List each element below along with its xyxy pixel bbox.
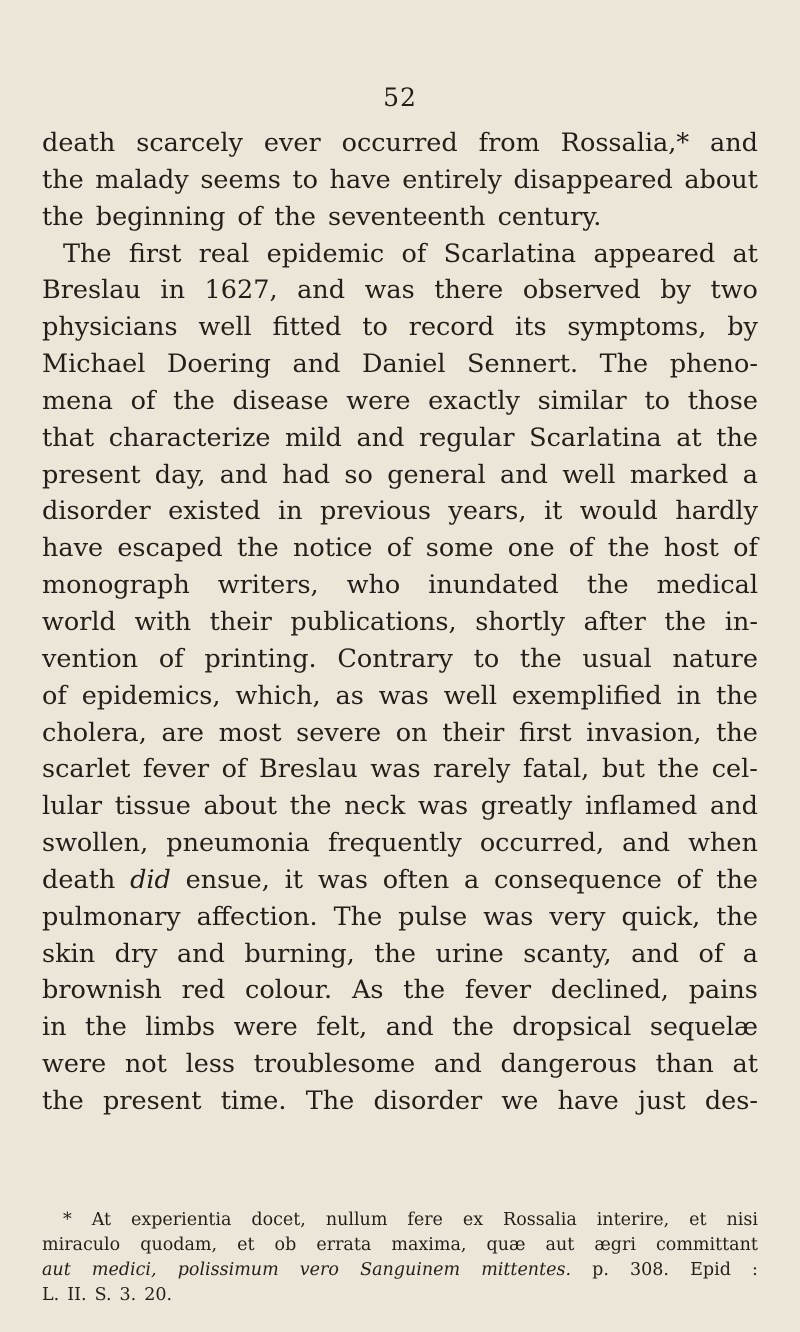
footnote-word: maxima, <box>391 1235 467 1255</box>
body-text-word: similar <box>537 385 627 416</box>
body-text-line <box>42 751 758 788</box>
body-text-word: dropsical <box>512 1012 632 1043</box>
body-text-word: was <box>483 901 534 932</box>
body-text-word: the <box>716 680 758 711</box>
body-text-word: The <box>599 349 649 380</box>
body-text-word: by <box>727 312 758 343</box>
body-text-word: in <box>42 1012 67 1043</box>
body-text-word: did <box>130 864 171 895</box>
body-text-word: less <box>185 1049 235 1080</box>
body-text-word: colour. <box>245 975 333 1006</box>
body-text-word: some <box>425 533 494 564</box>
body-text-word: The <box>333 901 383 932</box>
body-text-word: physicians <box>42 312 178 343</box>
body-text-word: fatal, <box>522 754 590 785</box>
body-text-word: world <box>42 606 116 637</box>
body-text-line <box>42 530 758 567</box>
footnote-word: 308. <box>630 1260 669 1280</box>
footnote-word: fere <box>407 1210 443 1230</box>
body-text-word: notice <box>292 533 373 564</box>
body-text-word: occurred, <box>479 828 605 859</box>
body-text-word: Daniel <box>362 349 446 380</box>
footnote-word: interire, <box>596 1210 670 1230</box>
body-text-word: time. <box>220 1085 287 1116</box>
body-text-word: marked <box>629 459 729 490</box>
body-text-word: pheno- <box>669 349 758 380</box>
footnote-line <box>42 1233 758 1258</box>
body-text-word: but <box>601 754 645 785</box>
body-text-word: exactly <box>428 385 520 416</box>
body-text-word: one <box>507 533 555 564</box>
body-text-word: death <box>42 128 116 158</box>
footnote-word: p. <box>592 1260 609 1280</box>
body-text-word: pulmonary <box>42 901 181 932</box>
body-text-word: in- <box>724 606 758 637</box>
body-text-line <box>42 125 758 162</box>
body-text-word: entirely <box>402 164 502 195</box>
body-text-word: two <box>710 275 758 306</box>
body-text-line <box>42 309 758 346</box>
body-text-word: pulse <box>398 901 468 932</box>
body-text-line <box>42 641 758 678</box>
body-text-word: The <box>63 238 112 269</box>
body-text-word: and <box>219 459 268 490</box>
footnote-word: ob <box>274 1235 297 1255</box>
body-text-word: sequelæ <box>649 1012 758 1043</box>
body-text-line <box>42 567 758 604</box>
body-text-line <box>42 715 758 752</box>
body-text-word: fever <box>142 754 210 785</box>
body-text-word: general <box>387 459 486 490</box>
body-text-word: day, <box>154 459 206 490</box>
body-text-word: felt, <box>316 1012 368 1043</box>
footnote-word: Rossalia <box>503 1210 577 1230</box>
body-text-word: their <box>209 606 272 637</box>
body-text-word: would <box>579 496 658 527</box>
body-text-word: hardly <box>675 496 758 527</box>
body-text-word: was <box>364 275 415 306</box>
body-text-word: that <box>42 422 95 453</box>
body-text-word: beginning <box>95 201 226 232</box>
footnote-word: 3. <box>119 1285 137 1305</box>
body-text-word: of <box>130 385 156 416</box>
body-text-line <box>42 162 758 199</box>
body-text-word: just <box>637 1085 686 1116</box>
footnote-word: et <box>237 1235 255 1255</box>
body-text-word: most <box>218 717 282 748</box>
footnote-word: aut <box>42 1260 71 1280</box>
body-text-word: of <box>676 864 702 895</box>
body-text-line <box>42 493 758 530</box>
body-text-word: in <box>277 496 303 527</box>
body-text-word: had <box>282 459 331 490</box>
footnote-word: : <box>752 1260 758 1280</box>
body-text-word: medical <box>656 570 758 601</box>
body-text-word: the <box>519 643 562 674</box>
body-text-word: characterize <box>108 422 271 453</box>
body-text-word: shortly <box>475 606 566 637</box>
body-text-word: to <box>292 164 318 195</box>
body-text-word: have <box>557 1085 619 1116</box>
body-text-word: to <box>644 385 671 416</box>
body-text-word: seventeenth <box>327 201 486 232</box>
body-text-word: about <box>684 164 758 195</box>
body-text-word: are <box>161 717 204 748</box>
body-text-word: the <box>42 164 84 195</box>
body-text-word: disorder <box>42 496 151 527</box>
body-text-line <box>42 788 758 825</box>
body-text-word: malady <box>95 164 189 195</box>
body-text-line <box>42 862 758 899</box>
body-text-word: the <box>289 791 332 822</box>
body-text-word: monograph <box>42 570 190 601</box>
body-text-word: at <box>732 1049 758 1080</box>
body-text-word: As <box>351 975 384 1006</box>
footnote-word: quæ <box>486 1235 526 1255</box>
body-text-word: very <box>549 901 606 932</box>
body-text-word: des- <box>704 1085 758 1116</box>
body-text-word: and <box>433 1049 482 1080</box>
body-text-word: ensue, <box>185 864 270 895</box>
body-text-word: and <box>709 791 758 822</box>
body-text-word: well <box>443 680 497 711</box>
body-text-word: first <box>518 717 572 748</box>
body-text-word: brownish <box>42 975 162 1006</box>
body-text-word: appeared <box>593 238 716 269</box>
footnote-word: polissimum <box>177 1260 279 1280</box>
body-text-word: dry <box>114 938 158 969</box>
body-text-word: a <box>742 459 758 490</box>
body-text-word: the <box>716 901 758 932</box>
body-text-word: to <box>362 312 388 343</box>
body-text-word: occurred <box>341 128 458 158</box>
body-text-word: at <box>732 238 758 269</box>
body-text-word: the <box>42 1085 84 1116</box>
footnote-word: nullum <box>325 1210 388 1230</box>
body-text-word: existed <box>168 496 261 527</box>
body-text-word: symptoms, <box>567 312 707 343</box>
body-text-word: when <box>688 828 758 859</box>
body-text-word: death <box>42 864 116 895</box>
body-text-word: the <box>42 201 84 232</box>
body-text-word: of <box>698 938 724 969</box>
body-text-word: Michael <box>42 349 146 380</box>
body-text-word: the <box>716 422 758 453</box>
body-text-word: Doering <box>166 349 271 380</box>
footnote-line <box>42 1208 758 1233</box>
footnote-word: medici, <box>91 1260 157 1280</box>
body-text-word: the <box>657 754 700 785</box>
body-text-word: we <box>501 1085 539 1116</box>
body-text-word: epidemic <box>266 238 385 269</box>
body-text-word: and <box>710 128 758 158</box>
body-text-word: real <box>198 238 250 269</box>
body-text-word: of <box>221 754 247 785</box>
body-text-word: to <box>473 643 500 674</box>
body-text-word: and <box>500 459 548 490</box>
body-text-word: about <box>203 791 278 822</box>
body-text-line <box>42 825 758 862</box>
body-text-word: host <box>663 533 719 564</box>
body-text-word: Breslau <box>258 754 358 785</box>
footnote-word: Epid <box>690 1260 731 1280</box>
body-text-word: mild <box>285 422 342 453</box>
body-text-word: scanty, <box>523 938 612 969</box>
body-text-word: there <box>434 275 504 306</box>
body-text-word: burning, <box>244 938 355 969</box>
body-text-word: affection. <box>196 901 318 932</box>
body-text-word: regular <box>418 422 515 453</box>
body-text-word: as <box>335 680 364 711</box>
body-text-word: was <box>378 680 429 711</box>
body-text-word: of <box>401 238 427 269</box>
body-text-word: the <box>607 533 650 564</box>
body-text-word: frequently <box>327 828 462 859</box>
body-text-word: invasion, <box>586 717 702 748</box>
body-text-word: troublesome <box>253 1049 416 1080</box>
body-text-line <box>42 457 758 494</box>
body-text-word: inundated <box>428 570 559 601</box>
footnote-word: L. <box>42 1285 60 1305</box>
body-text-word: it <box>284 864 304 895</box>
footnote-word: * <box>63 1210 72 1230</box>
body-text-word: Scarlatina <box>529 422 662 453</box>
body-text-word: than <box>655 1049 714 1080</box>
body-text-word: the <box>173 385 215 416</box>
body-text-word: limbs <box>145 1012 216 1043</box>
footnote-word: docet, <box>251 1210 306 1230</box>
body-text-word: tissue <box>114 791 191 822</box>
body-text-word: Breslau <box>42 275 141 306</box>
body-text-word: fever <box>464 975 532 1006</box>
body-text-word: the <box>374 938 417 969</box>
body-text-word: greatly <box>480 791 573 822</box>
body-text-word: vention <box>42 643 139 674</box>
footnote-word: experientia <box>131 1210 232 1230</box>
body-text <box>42 125 758 1120</box>
body-text-word: their <box>442 717 505 748</box>
body-text-word: Sennert. <box>467 349 579 380</box>
page-number: 52 <box>383 83 417 112</box>
body-text-word: of <box>42 680 67 711</box>
body-text-word: well <box>198 312 252 343</box>
body-text-word: severe <box>296 717 382 748</box>
body-text-word: epidemics, <box>81 680 221 711</box>
footnote <box>42 1208 758 1308</box>
body-text-word: after <box>583 606 646 637</box>
body-text-line <box>42 972 758 1009</box>
footnote-word: nisi <box>726 1210 758 1230</box>
footnote-word: mittentes. <box>481 1260 572 1280</box>
body-text-word: with <box>134 606 192 637</box>
body-text-word: nature <box>672 643 758 674</box>
body-text-word: of <box>237 201 263 232</box>
body-text-word: present <box>103 1085 202 1116</box>
body-text-word: The <box>305 1085 355 1116</box>
footnote-line <box>42 1258 758 1283</box>
body-text-word: a <box>742 938 758 969</box>
body-text-word: on <box>395 717 428 748</box>
body-text-word: were <box>42 1049 107 1080</box>
footnote-word: et <box>689 1210 707 1230</box>
body-text-word: skin <box>42 938 96 969</box>
body-text-word: were <box>346 385 411 416</box>
body-text-word: have <box>42 533 104 564</box>
body-text-line <box>42 1009 758 1046</box>
body-text-word: at <box>676 422 702 453</box>
footnote-line <box>42 1283 758 1308</box>
body-text-line <box>42 936 758 973</box>
body-text-word: Rossalia,* <box>560 128 690 158</box>
body-text-word: swollen, <box>42 828 149 859</box>
body-text-word: seems <box>200 164 281 195</box>
body-text-word: years, <box>448 496 527 527</box>
footnote-word: quodam, <box>140 1235 218 1255</box>
body-text-word: cel- <box>711 754 758 785</box>
body-text-line <box>42 1046 758 1083</box>
body-text-word: was <box>317 864 368 895</box>
body-text-word: publications, <box>290 606 457 637</box>
body-text-word: century. <box>497 201 602 232</box>
body-text-word: dangerous <box>500 1049 637 1080</box>
body-text-word: urine <box>435 938 504 969</box>
body-text-line <box>42 604 758 641</box>
body-text-word: mena <box>42 385 113 416</box>
body-text-word: disease <box>232 385 329 416</box>
body-text-word: was <box>370 754 421 785</box>
body-text-word: quick, <box>621 901 701 932</box>
footnote-word: ægri <box>594 1235 636 1255</box>
body-text-word: consequence <box>494 864 662 895</box>
body-text-word: disappeared <box>513 164 673 195</box>
body-text-word: fitted <box>272 312 342 343</box>
body-text-word: of <box>386 533 412 564</box>
body-text-word: in <box>160 275 186 306</box>
footnote-word: errata <box>316 1235 372 1255</box>
body-text-word: observed <box>522 275 641 306</box>
body-text-word: not <box>124 1049 167 1080</box>
body-text-word: escaped <box>117 533 223 564</box>
body-text-word: was <box>417 791 469 822</box>
body-text-line <box>42 383 758 420</box>
body-text-word: previous <box>319 496 431 527</box>
body-text-word: it <box>543 496 563 527</box>
body-text-word: red <box>181 975 226 1006</box>
body-text-word: the <box>274 201 316 232</box>
body-text-word: the <box>716 717 758 748</box>
body-text-word: exemplified <box>511 680 662 711</box>
body-text-word: first <box>128 238 182 269</box>
body-text-line <box>42 678 758 715</box>
footnote-word: II. <box>67 1285 87 1305</box>
body-text-word: its <box>515 312 547 343</box>
body-text-word: 1627, <box>204 275 278 306</box>
footnote-word: S. <box>94 1285 112 1305</box>
body-text-word: and <box>385 1012 434 1043</box>
body-text-word: have <box>329 164 391 195</box>
body-text-word: those <box>687 385 758 416</box>
body-text-word: of <box>158 643 184 674</box>
body-text-word: the <box>403 975 446 1006</box>
body-text-word: from <box>478 128 540 158</box>
footnote-word: committant <box>655 1235 758 1255</box>
body-text-word: scarcely <box>136 128 243 158</box>
body-text-word: the <box>586 570 629 601</box>
footnote-word: aut <box>545 1235 575 1255</box>
body-text-line <box>42 236 758 273</box>
body-text-word: which, <box>235 680 321 711</box>
body-text-word: pneumonia <box>166 828 310 859</box>
body-text-line <box>42 272 758 309</box>
body-text-word: pains <box>688 975 758 1006</box>
body-text-word: so <box>344 459 373 490</box>
body-text-word: cholera, <box>42 717 147 748</box>
body-text-line <box>42 899 758 936</box>
footnote-word: ex <box>462 1210 484 1230</box>
body-text-line <box>42 420 758 457</box>
body-text-line <box>42 199 758 236</box>
body-text-word: a <box>464 864 480 895</box>
body-text-word: and <box>631 938 680 969</box>
body-text-word: neck <box>344 791 406 822</box>
body-text-word: who <box>346 570 401 601</box>
body-text-word: well <box>562 459 616 490</box>
body-text-word: record <box>408 312 495 343</box>
body-text-word: scarlet <box>42 754 131 785</box>
body-text-word: present <box>42 459 141 490</box>
body-text-word: the <box>85 1012 127 1043</box>
body-text-word: of <box>733 533 758 564</box>
body-text-word: disorder <box>373 1085 483 1116</box>
body-text-word: and <box>292 349 341 380</box>
footnote-word: At <box>91 1210 112 1230</box>
body-text-word: inflamed <box>584 791 698 822</box>
body-text-word: the <box>452 1012 494 1043</box>
body-text-word: declined, <box>550 975 669 1006</box>
body-text-word: ever <box>263 128 321 158</box>
body-text-word: by <box>660 275 691 306</box>
body-text-word: lular <box>42 791 103 822</box>
body-text-word: and <box>356 422 405 453</box>
footnote-word: Sanguinem <box>360 1260 461 1280</box>
body-text-word: of <box>568 533 594 564</box>
body-text-word: often <box>382 864 450 895</box>
body-text-word: and <box>176 938 225 969</box>
body-text-word: Scarlatina <box>443 238 577 269</box>
body-text-word: writers, <box>217 570 319 601</box>
body-text-line <box>42 1083 758 1120</box>
body-text-line <box>42 346 758 383</box>
body-text-word: the <box>716 864 758 895</box>
body-text-word: were <box>233 1012 298 1043</box>
footnote-word: 20. <box>144 1285 173 1305</box>
body-text-word: Contrary <box>337 643 453 674</box>
body-text-word: in <box>676 680 702 711</box>
body-text-word: and <box>297 275 346 306</box>
footnote-word: miraculo <box>42 1235 121 1255</box>
body-text-word: printing. <box>204 643 317 674</box>
body-text-word: rarely <box>433 754 511 785</box>
body-text-word: the <box>236 533 279 564</box>
body-text-word: and <box>622 828 671 859</box>
body-text-word: usual <box>582 643 652 674</box>
body-text-word: the <box>664 606 707 637</box>
footnote-word: vero <box>299 1260 339 1280</box>
